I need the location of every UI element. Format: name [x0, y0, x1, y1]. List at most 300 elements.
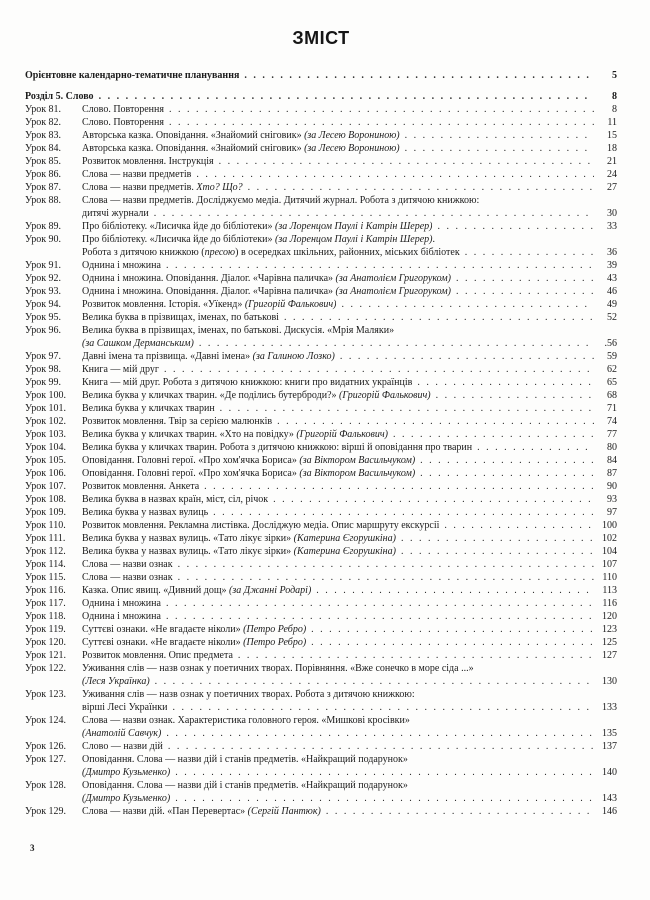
toc-entry	[25, 181, 617, 194]
entry-title: Слово — назви дій	[82, 741, 163, 752]
page-number: 100	[602, 520, 617, 531]
entry-title: Оповідання. Головні герої. «Про хом'ячка Бориса» (за Віктором Васильчуком)	[82, 468, 416, 479]
entry-title: Уживання слів — назв ознак у поетичних творах. Порівняння. «Вже сонечко в море сіда ...»	[82, 663, 474, 674]
dot-leader	[465, 246, 594, 259]
toc-entry-line	[25, 415, 617, 428]
dot-leader	[175, 766, 594, 779]
dot-leader	[456, 285, 594, 298]
dot-leader	[405, 129, 594, 142]
toc-entry-line	[25, 116, 617, 129]
toc-entry-line	[25, 779, 617, 792]
dot-leader	[341, 298, 594, 311]
entry-title: Оповідання. Слова — назви дій і станів предметів. «Найкращий подарунок»	[82, 780, 408, 791]
toc-entry-line	[25, 363, 617, 376]
page-number: 77	[607, 429, 617, 440]
toc-entry	[25, 623, 617, 636]
page-number: 30	[607, 208, 617, 219]
toc-entry-line	[25, 376, 617, 389]
entry-title: Уживання слів — назв ознак у поетичних творах. Робота з дитячою книжкою:	[82, 689, 415, 700]
lesson-number: Урок 92.	[25, 273, 62, 284]
entry-title: Розвиток мовлення. Опис предмета	[82, 650, 233, 661]
toc-entry-line	[25, 69, 617, 82]
toc-entry-line	[25, 584, 617, 597]
toc-entry-line	[25, 259, 617, 272]
entry-title: Розвиток мовлення. Інструкція	[82, 156, 214, 167]
toc-entry-line	[25, 740, 617, 753]
toc-entry	[25, 532, 617, 545]
toc-entry-continuation-line	[25, 207, 617, 220]
entry-title: Велика буква в прізвищах, іменах, по батькові	[82, 312, 279, 323]
toc-entry-continuation-line	[25, 701, 617, 714]
page-number: .56	[604, 338, 617, 349]
page-number: 140	[602, 767, 617, 778]
toc-entry-line	[25, 90, 617, 103]
toc-entry	[25, 558, 617, 571]
toc-entry	[25, 298, 617, 311]
toc-entry-line	[25, 805, 617, 818]
dot-leader	[169, 103, 594, 116]
entry-title: Велика буква у назвах вулиць	[82, 507, 209, 518]
toc-entry	[25, 363, 617, 376]
lesson-number: Урок 97.	[25, 351, 62, 362]
toc-entry	[25, 753, 617, 779]
toc-entry	[25, 597, 617, 610]
toc-entry-line	[25, 649, 617, 662]
toc-entry	[25, 584, 617, 597]
toc-entry	[25, 350, 617, 363]
toc-entry	[25, 545, 617, 558]
page-number: 127	[602, 650, 617, 661]
toc-entry	[25, 311, 617, 324]
dot-leader	[164, 363, 594, 376]
entry-title: Давні імена та прізвища. «Давні імена» (за Галиною Лозко)	[82, 351, 335, 362]
toc-entry	[25, 493, 617, 506]
page-number: 74	[607, 416, 617, 427]
lesson-number: Урок 86.	[25, 169, 62, 180]
page-number: 80	[607, 442, 617, 453]
toc-entry-line	[25, 506, 617, 519]
page-number: 18	[607, 143, 617, 154]
dot-leader	[213, 506, 594, 519]
entry-title: Велика буква в назвах країн, міст, сіл, річок	[82, 494, 269, 505]
folio-page-number: 3	[30, 843, 35, 853]
toc-entry	[25, 90, 617, 103]
toc-entry-line	[25, 155, 617, 168]
dot-leader	[401, 545, 594, 558]
page-number: 39	[607, 260, 617, 271]
page-number: 123	[602, 624, 617, 635]
toc-entry	[25, 636, 617, 649]
lesson-number: Урок 106.	[25, 468, 67, 479]
page-number: 68	[607, 390, 617, 401]
entry-title: Однина і множина	[82, 260, 161, 271]
entry-title: дитячі журнали	[82, 208, 149, 219]
toc-entry-continuation-line	[25, 246, 617, 259]
toc-list	[25, 69, 617, 818]
page-number: 52	[607, 312, 617, 323]
toc-entry-line	[25, 129, 617, 142]
toc-entry	[25, 233, 617, 259]
entry-title: Слово. Повторення	[82, 104, 164, 115]
entry-title: Велика буква у назвах вулиць. «Тато лікує зірки» (Катерина Єгорушкіна)	[82, 546, 396, 557]
entry-title: Слова — назви дій. «Пан Перевертас» (Сергій Пантюк)	[82, 806, 321, 817]
entry-title: Казка. Опис явищ. «Дивний дощ» (за Джанні Родарі)	[82, 585, 312, 596]
page-number: 107	[602, 559, 617, 570]
entry-title: Слово. Повторення	[82, 117, 164, 128]
page-number: 71	[607, 403, 617, 414]
dot-leader	[311, 623, 594, 636]
toc-entry-line	[25, 441, 617, 454]
dot-leader	[277, 415, 594, 428]
toc-entry	[25, 740, 617, 753]
toc-entry-continuation-line	[25, 792, 617, 805]
entry-title: Книга — мій друг. Робота з дитячою книжкою: книги про видатних українців	[82, 377, 413, 388]
dot-leader	[444, 519, 594, 532]
dot-leader	[437, 220, 594, 233]
entry-title: Слова — назви предметів. Досліджуємо медіа. Дитячий журнал. Робота з дитячою книжкою:	[82, 195, 480, 206]
lesson-number: Урок 85.	[25, 156, 62, 167]
entry-title: Велика буква у кличках тварин. «Де поділись бутерброди?» (Григорій Фалькович)	[82, 390, 431, 401]
page-number: 24	[607, 169, 617, 180]
dot-leader	[238, 649, 594, 662]
toc-entry	[25, 324, 617, 350]
lesson-number: Урок 104.	[25, 442, 67, 453]
lesson-number: Урок 108.	[25, 494, 67, 505]
toc-entry-line	[25, 103, 617, 116]
toc-entry-continuation-line	[25, 675, 617, 688]
lesson-number: Урок 112.	[25, 546, 66, 557]
toc-entry-line	[25, 532, 617, 545]
toc-entry	[25, 571, 617, 584]
toc-entry-line	[25, 636, 617, 649]
toc-entry-line	[25, 519, 617, 532]
lesson-number: Урок 118.	[25, 611, 66, 622]
entry-title: Оповідання. Слова — назви дій і станів предметів. «Найкращий подарунок»	[82, 754, 408, 765]
entry-title: Робота з дитячою книжкою (пресою) в осередках шкільних, районних, міських бібліотек	[82, 247, 460, 258]
dot-leader	[166, 610, 594, 623]
entry-title: (Анатолій Савчук)	[82, 728, 162, 739]
entry-title: Однина і множина. Оповідання. Діалог. «Чарівна паличка» (за Анатолієм Григоруком)	[82, 286, 451, 297]
entry-title: (Леся Українка)	[82, 676, 150, 687]
toc-entry-line	[25, 662, 617, 675]
page-number: 59	[607, 351, 617, 362]
lesson-number: Урок 82.	[25, 117, 62, 128]
entry-title: Суттєві ознаки. «Не вгадаєте ніколи» (Петро Ребро)	[82, 637, 307, 648]
toc-entry	[25, 129, 617, 142]
page-number: 84	[607, 455, 617, 466]
page-number: 93	[607, 494, 617, 505]
toc-entry-line	[25, 181, 617, 194]
lesson-number: Урок 129.	[25, 806, 67, 817]
lesson-number: Урок 84.	[25, 143, 62, 154]
entry-title: (за Сашком Дерманським)	[82, 338, 194, 349]
dot-leader	[199, 337, 594, 350]
dot-leader	[316, 584, 594, 597]
entry-title: Слова — назви ознак	[82, 559, 173, 570]
entry-title: Однина і множина	[82, 611, 161, 622]
dot-leader	[219, 155, 594, 168]
lesson-number: Урок 121.	[25, 650, 67, 661]
page-number: 104	[602, 546, 617, 557]
lesson-number: Урок 127.	[25, 754, 67, 765]
toc-entry	[25, 259, 617, 272]
toc-entry-line	[25, 623, 617, 636]
dot-leader	[456, 272, 594, 285]
toc-entry-line	[25, 714, 617, 727]
toc-entry	[25, 103, 617, 116]
lesson-number: Урок 88.	[25, 195, 62, 206]
toc-entry	[25, 428, 617, 441]
toc-entry	[25, 142, 617, 155]
page-number: 110	[602, 572, 617, 583]
entry-title: Про бібліотеку. «Лисичка йде до бібліотеки» (за Лоренцом Паулі і Катрін Шерер)	[82, 221, 433, 232]
toc-entry-line	[25, 610, 617, 623]
page-number: 46	[607, 286, 617, 297]
dot-leader	[401, 532, 594, 545]
entry-title: Слова — назви предметів. Хто? Що?	[82, 182, 243, 193]
toc-entry-line	[25, 272, 617, 285]
dot-leader	[99, 90, 594, 103]
toc-entry-line	[25, 194, 617, 207]
lesson-number: Урок 126.	[25, 741, 67, 752]
toc-entry	[25, 779, 617, 805]
entry-title: Авторська казка. Оповідання. «Знайомий сніговик» (за Лесею Ворониною)	[82, 143, 400, 154]
entry-title: Слова — назви ознак. Характеристика головного героя. «Мишкові кросівки»	[82, 715, 410, 726]
entry-title: Однина і множина. Оповідання. Діалог. «Чарівна паличка» (за Анатолієм Григоруком)	[82, 273, 451, 284]
page-number: 15	[607, 130, 617, 141]
dot-leader	[420, 467, 594, 480]
lesson-number: Урок 119.	[25, 624, 66, 635]
toc-entry	[25, 519, 617, 532]
toc-entry	[25, 155, 617, 168]
entry-title: Велика буква у назвах вулиць. «Тато лікує зірки» (Катерина Єгорушкіна)	[82, 533, 396, 544]
entry-title: Розвиток мовлення. Історія. «Уїкенд» (Григорій Фалькович)	[82, 299, 337, 310]
toc-entry-line	[25, 753, 617, 766]
toc-entry-line	[25, 285, 617, 298]
lesson-number: Урок 96.	[25, 325, 62, 336]
page-number: 33	[607, 221, 617, 232]
toc-entry	[25, 272, 617, 285]
entry-title: Авторська казка. Оповідання. «Знайомий сніговик» (за Лесею Ворониною)	[82, 130, 400, 141]
toc-entry	[25, 168, 617, 181]
toc-entry-line	[25, 298, 617, 311]
toc-entry-line	[25, 168, 617, 181]
lesson-number: Урок 99.	[25, 377, 62, 388]
lesson-number: Урок 116.	[25, 585, 66, 596]
page-content	[25, 28, 617, 818]
entry-title: Про бібліотеку. «Лисичка йде до бібліотеки» (за Лоренцом Паулі і Катрін Шерер).	[82, 234, 435, 245]
lesson-number: Урок 101.	[25, 403, 67, 414]
page-number: 102	[602, 533, 617, 544]
lesson-number: Урок 95.	[25, 312, 62, 323]
dot-leader	[155, 675, 594, 688]
toc-entry-line	[25, 558, 617, 571]
dot-leader	[154, 207, 594, 220]
toc-entry-line	[25, 493, 617, 506]
entry-title: Велика буква у кличках тварин	[82, 403, 215, 414]
toc-entry	[25, 402, 617, 415]
toc-entry	[25, 285, 617, 298]
toc-entry	[25, 454, 617, 467]
toc-entry-line	[25, 480, 617, 493]
toc-entry	[25, 194, 617, 220]
page-number: 143	[602, 793, 617, 804]
toc-entry	[25, 467, 617, 480]
entry-title: Розвиток мовлення. Анкета	[82, 481, 200, 492]
page-number: 65	[607, 377, 617, 388]
entry-title: (Дмитро Кузьменко)	[82, 793, 171, 804]
entry-title: Однина і множина	[82, 598, 161, 609]
toc-entry-line	[25, 571, 617, 584]
lesson-number: Урок 83.	[25, 130, 62, 141]
entry-title: вірші Лесі Українки	[82, 702, 168, 713]
page-number: 125	[602, 637, 617, 648]
toc-entry	[25, 714, 617, 740]
lesson-number: Урок 89.	[25, 221, 62, 232]
dot-leader	[166, 727, 594, 740]
page-number: 36	[607, 247, 617, 258]
page-number: 49	[607, 299, 617, 310]
page-number: 62	[607, 364, 617, 375]
lesson-number: Урок 114.	[25, 559, 66, 570]
entry-title: Суттєві ознаки. «Не вгадаєте ніколи» (Петро Ребро)	[82, 624, 307, 635]
entry-title: Велика буква у кличках тварин. «Хто на повідку» (Григорій Фалькович)	[82, 429, 388, 440]
dot-leader	[311, 636, 594, 649]
toc-entry-line	[25, 324, 617, 337]
dot-leader	[166, 597, 594, 610]
dot-leader	[196, 168, 594, 181]
toc-entry	[25, 805, 617, 818]
toc-entry	[25, 649, 617, 662]
toc-entry-line	[25, 220, 617, 233]
toc-entry	[25, 389, 617, 402]
toc-entry-line	[25, 597, 617, 610]
lesson-number: Урок 94.	[25, 299, 62, 310]
dot-leader	[178, 571, 594, 584]
entry-title: Книга — мій друг	[82, 364, 159, 375]
page-number: 43	[607, 273, 617, 284]
dot-leader	[284, 311, 594, 324]
lesson-number: Урок 103.	[25, 429, 67, 440]
lesson-number: Урок 115.	[25, 572, 66, 583]
page-number: 97	[607, 507, 617, 518]
dot-leader	[273, 493, 594, 506]
page-number: 120	[602, 611, 617, 622]
entry-title: Розвиток мовлення. Рекламна листівка. Досліджую медіа. Опис маршруту екскурсії	[82, 520, 440, 531]
lesson-number: Урок 122.	[25, 663, 67, 674]
dot-leader	[166, 259, 594, 272]
toc-entry	[25, 376, 617, 389]
entry-title: Розділ 5. Слово	[25, 91, 94, 102]
toc-entry-continuation-line	[25, 337, 617, 350]
toc-entry	[25, 415, 617, 428]
lesson-number: Урок 107.	[25, 481, 67, 492]
entry-title: Оповідання. Головні герої. «Про хом'ячка Бориса» (за Віктором Васильчуком)	[82, 455, 416, 466]
page-number: 8	[612, 104, 617, 115]
page-number: 27	[607, 182, 617, 193]
toc-entry-line	[25, 545, 617, 558]
toc-entry	[25, 506, 617, 519]
page-number: 8	[612, 91, 617, 102]
toc-entry-line	[25, 467, 617, 480]
lesson-number: Урок 124.	[25, 715, 67, 726]
toc-entry-line	[25, 389, 617, 402]
dot-leader	[178, 558, 594, 571]
toc-entry-line	[25, 454, 617, 467]
entry-title: Велика буква в прізвищах, іменах, по батькові. Дискусія. «Мрія Маляки»	[82, 325, 395, 336]
lesson-number: Урок 109.	[25, 507, 67, 518]
dot-leader	[248, 181, 594, 194]
lesson-number: Урок 123.	[25, 689, 67, 700]
lesson-number: Урок 81.	[25, 104, 62, 115]
dot-leader	[172, 701, 594, 714]
toc-entry-line	[25, 233, 617, 246]
toc-entry	[25, 480, 617, 493]
page-number: 90	[607, 481, 617, 492]
lesson-number: Урок 93.	[25, 286, 62, 297]
page-number: 146	[602, 806, 617, 817]
lesson-number: Урок 128.	[25, 780, 67, 791]
lesson-number: Урок 110.	[25, 520, 66, 531]
entry-title: Розвиток мовлення. Твір за серією малюнків	[82, 416, 273, 427]
entry-title: Слова — назви ознак	[82, 572, 173, 583]
page-number: 133	[602, 702, 617, 713]
lesson-number: Урок 120.	[25, 637, 67, 648]
dot-leader	[168, 740, 594, 753]
dot-leader	[204, 480, 594, 493]
toc-entry-line	[25, 311, 617, 324]
toc-entry-line	[25, 350, 617, 363]
page-number: 130	[602, 676, 617, 687]
page-number: 21	[607, 156, 617, 167]
page-number: 135	[602, 728, 617, 739]
toc-entry-line	[25, 142, 617, 155]
lesson-number: Урок 102.	[25, 416, 67, 427]
dot-leader	[420, 454, 594, 467]
dot-leader	[340, 350, 594, 363]
page-title: ЗМІСТ	[292, 28, 350, 48]
dot-leader	[393, 428, 594, 441]
lesson-number: Урок 87.	[25, 182, 62, 193]
lesson-number: Урок 98.	[25, 364, 62, 375]
toc-entry-line	[25, 428, 617, 441]
page-number: 5	[612, 70, 617, 81]
toc-entry	[25, 610, 617, 623]
dot-leader	[220, 402, 594, 415]
toc-entry	[25, 116, 617, 129]
toc-entry-continuation-line	[25, 766, 617, 779]
dot-leader	[175, 792, 594, 805]
lesson-number: Урок 105.	[25, 455, 67, 466]
page-number: 137	[602, 741, 617, 752]
lesson-number: Урок 111.	[25, 533, 66, 544]
dot-leader	[417, 376, 594, 389]
toc-entry-continuation-line	[25, 727, 617, 740]
page-number: 87	[607, 468, 617, 479]
toc-entry-line	[25, 402, 617, 415]
page-number: 116	[602, 598, 617, 609]
dot-leader	[477, 441, 594, 454]
lesson-number: Урок 117.	[25, 598, 66, 609]
page-number: 113	[602, 585, 617, 596]
toc-entry	[25, 220, 617, 233]
toc-entry-line	[25, 688, 617, 701]
toc-entry	[25, 688, 617, 714]
dot-leader	[244, 69, 594, 82]
toc-entry	[25, 441, 617, 454]
page-number: 11	[607, 117, 617, 128]
lesson-number: Урок 91.	[25, 260, 62, 271]
